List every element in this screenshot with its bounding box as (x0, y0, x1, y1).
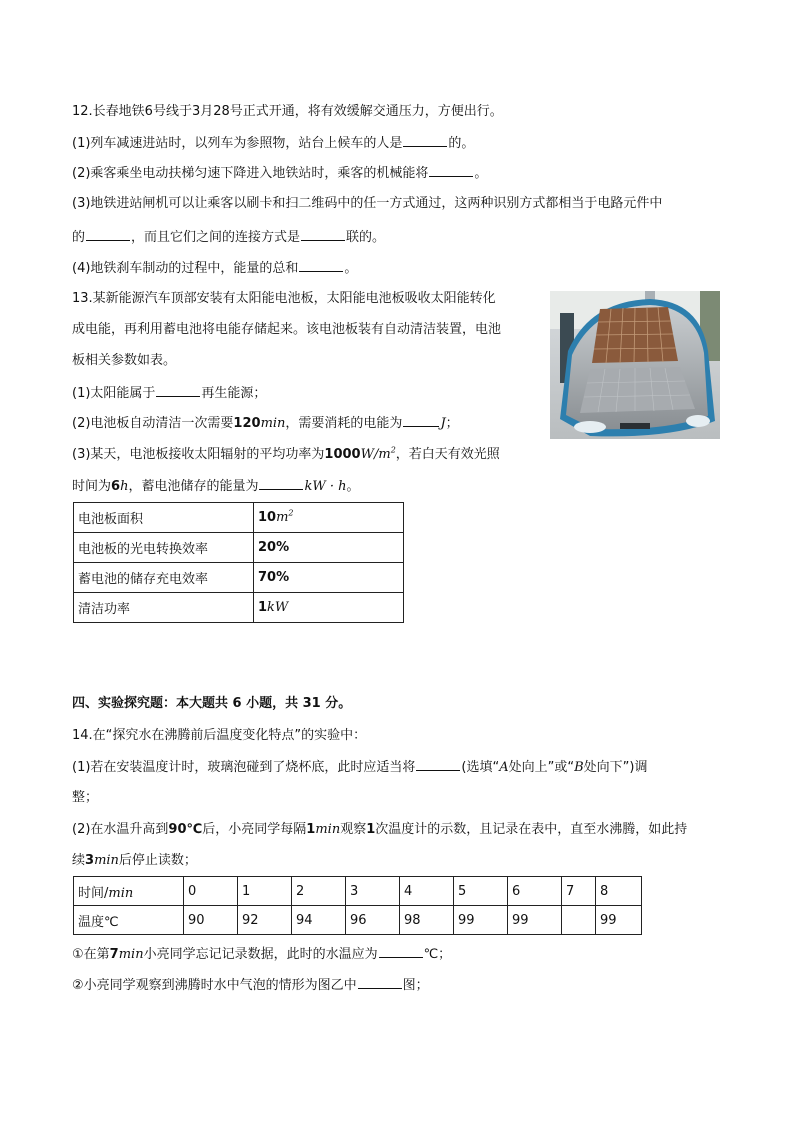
table-cell: 4 (400, 877, 454, 906)
table-header-temp: 温度℃ (74, 906, 184, 935)
table-row-temp (74, 906, 642, 935)
q12-part3-line2 (72, 228, 385, 247)
q14-part1 (72, 758, 647, 777)
q13-part1-text: (1)太阳能属于 (72, 386, 156, 401)
q14-part1-mid: 处向上”或“ (508, 760, 575, 775)
q13-part3-l2-num: 6 (111, 479, 121, 494)
q14-part2-num: 1 (306, 822, 316, 837)
q14-sub1-mid: 小亮同学忘记记录数据，此时的水温应为 (143, 947, 378, 962)
table-cell-value: $10m^2$ (254, 503, 404, 533)
table-cell: 98 (400, 906, 454, 935)
q13-part3-tail: ，若白天有效光照 (395, 447, 500, 462)
table-cell: 3 (346, 877, 400, 906)
table-row (74, 533, 404, 563)
q13-part2 (72, 414, 459, 433)
table-cell: 94 (292, 906, 346, 935)
q12-part3-line1: (3)地铁进站闸机可以让乘客以刷卡和扫二维码中的任一方式通过，这两种识别方式都相当于电路元件中 (72, 196, 663, 211)
q14-part1-choose: (选填“ (461, 760, 500, 775)
q12-part4 (72, 259, 357, 278)
q14-part1-A: A (499, 760, 509, 775)
q14-sub1-tail: ℃； (423, 947, 452, 962)
q12-part3-text: 的 (72, 230, 86, 245)
q14-sub1-text: ①在第 (72, 947, 110, 962)
q12-part1-text: (1)列车减速进站时，以列车为参照物，站台上候车的人是 (72, 136, 403, 151)
table-row (74, 593, 404, 623)
q14-part2-line2 (72, 852, 197, 870)
table-cell: 99 (508, 906, 562, 935)
q13-part2-joule: J (440, 416, 446, 431)
table-cell-value: 70% (254, 563, 404, 593)
q14-part2 (72, 821, 687, 839)
q13-part3-line2 (72, 477, 359, 496)
q14-part2-l2-num: 3 (85, 853, 95, 868)
table-row (74, 503, 404, 533)
q13-part3-num: 1000 (324, 447, 361, 462)
q12-part3-tail: 联的。 (346, 230, 386, 245)
q14-part2-text: (2)在水温升高到 (72, 822, 169, 837)
q14-part1-line2: 整； (72, 790, 99, 805)
answer-blank[interactable] (416, 758, 460, 771)
answer-blank[interactable] (403, 414, 439, 427)
table-cell: 5 (454, 877, 508, 906)
q14-part2-l2-tail: 后停止读数； (118, 853, 197, 868)
answer-blank[interactable] (403, 134, 447, 147)
table-row (74, 563, 404, 593)
q14-sub2-tail: 图； (402, 978, 429, 993)
q14-sub2-text: ②小亮同学观察到沸腾时水中气泡的情形为图乙中 (72, 978, 357, 993)
q14-part1-B: B (574, 760, 584, 775)
q12-part1-tail: 的。 (448, 136, 475, 151)
q13-part3-l2-text: 时间为 (72, 479, 112, 494)
q13-part2-unit: min (260, 416, 286, 431)
table-row-time (74, 877, 642, 906)
q14-part2-l2-text: 续 (72, 853, 86, 868)
q14-part2-mid: 后，小亮同学每隔 (202, 822, 307, 837)
answer-blank[interactable] (299, 259, 343, 272)
solar-car-photo-icon (550, 291, 720, 439)
q14-part1-tail: 处向下”)调 (583, 760, 648, 775)
q12-part2-text: (2)乘客乘坐电动扶梯匀速下降进入地铁站时，乘客的机械能将 (72, 166, 429, 181)
answer-blank[interactable] (379, 945, 423, 958)
q13-part3-l2-mid: ，蓄电池储存的能量为 (128, 479, 259, 494)
table-cell: 7 (562, 877, 596, 906)
q12-part2 (72, 164, 487, 183)
table-cell: 6 (508, 877, 562, 906)
answer-blank[interactable] (86, 228, 130, 241)
table-cell-label: 电池板的光电转换效率 (74, 533, 254, 563)
q14-part2-l2-unit: min (94, 853, 119, 868)
q12-part3-mid: ，而且它们之间的连接方式是 (131, 230, 301, 245)
table-cell: 99 (596, 906, 642, 935)
answer-blank[interactable] (429, 164, 473, 177)
q14-part2-observe: 观察 (340, 822, 367, 837)
q14-part2-temp: 90℃ (168, 822, 203, 837)
q13-part1-tail: 再生能源； (201, 386, 267, 401)
table-cell-label: 清洁功率 (74, 593, 254, 623)
section-title: 四、实验探究题：本大题共 6 小题，共 31 分。 (72, 696, 352, 711)
q13-part3-text: (3)某天，电池板接收太阳辐射的平均功率为 (72, 447, 325, 462)
q13-part3-l2-unit: h (120, 479, 129, 494)
q12-part4-text: (4)地铁刹车制动的过程中，能量的总和 (72, 261, 299, 276)
q12-part1 (72, 134, 474, 153)
q14-stem: 14.在“探究水在沸腾前后温度变化特点”的实验中： (72, 728, 367, 743)
q13-stem-line2: 成电能，再利用蓄电池将电能存储起来。该电池板装有自动清洁装置，电池 (72, 322, 502, 337)
q14-part1-text: (1)若在安装温度计时，玻璃泡碰到了烧杯底，此时应适当将 (72, 760, 416, 775)
answer-blank[interactable] (358, 976, 402, 989)
table-cell: 92 (238, 906, 292, 935)
table-cell: 96 (346, 906, 400, 935)
battery-params-table (73, 502, 404, 623)
q12-part4-tail: 。 (344, 261, 358, 276)
table-cell: 1 (238, 877, 292, 906)
q13-part1 (72, 384, 266, 403)
q12-part2-tail: 。 (474, 166, 488, 181)
q13-part3-sup: 2 (390, 445, 396, 455)
q13-part3-l2-tail: 。 (346, 479, 360, 494)
q14-sub1-num: 7 (109, 947, 119, 962)
q13-stem-line3: 板相关参数如表。 (72, 353, 177, 368)
table-cell-value: 1kW (254, 593, 404, 623)
table-cell-empty[interactable] (562, 906, 596, 935)
q14-part2-num2: 1 (366, 822, 376, 837)
table-cell: 0 (184, 877, 238, 906)
temperature-table (73, 876, 642, 935)
q13-part2-num: 120 (233, 416, 261, 431)
q14-part2-unit: min (315, 822, 341, 837)
q13-part2-mid: ，需要消耗的电能为 (285, 416, 403, 431)
q13-part3 (72, 446, 500, 464)
table-cell-value: 20% (254, 533, 404, 563)
table-cell: 90 (184, 906, 238, 935)
table-cell-label: 电池板面积 (74, 503, 254, 533)
q12-stem: 12.长春地铁6号线于3月28号正式开通，将有效缓解交通压力，方便出行。 (72, 104, 503, 119)
table-cell: 2 (292, 877, 346, 906)
q14-sub2 (72, 976, 429, 995)
answer-blank[interactable] (259, 477, 303, 490)
table-header-time: 时间/min (74, 877, 184, 906)
q13-part3-unit: W/m (360, 447, 391, 462)
table-cell: 8 (596, 877, 642, 906)
answer-blank[interactable] (301, 228, 345, 241)
q13-part2-tail: ； (445, 416, 459, 431)
table-cell-label: 蓄电池的储存充电效率 (74, 563, 254, 593)
q14-part2-tail: 次温度计的示数，且记录在表中，直至水沸腾，如此持 (375, 822, 688, 837)
q13-stem-line1: 13.某新能源汽车顶部安装有太阳能电池板，太阳能电池板吸收太阳能转化 (72, 291, 496, 306)
answer-blank[interactable] (156, 384, 200, 397)
q14-sub1-unit: min (118, 947, 144, 962)
table-cell: 99 (454, 906, 508, 935)
q14-sub1 (72, 945, 451, 964)
q13-part2-text: (2)电池板自动清洁一次需要 (72, 416, 234, 431)
q13-part3-l2-unit2: kW · h (304, 479, 347, 494)
